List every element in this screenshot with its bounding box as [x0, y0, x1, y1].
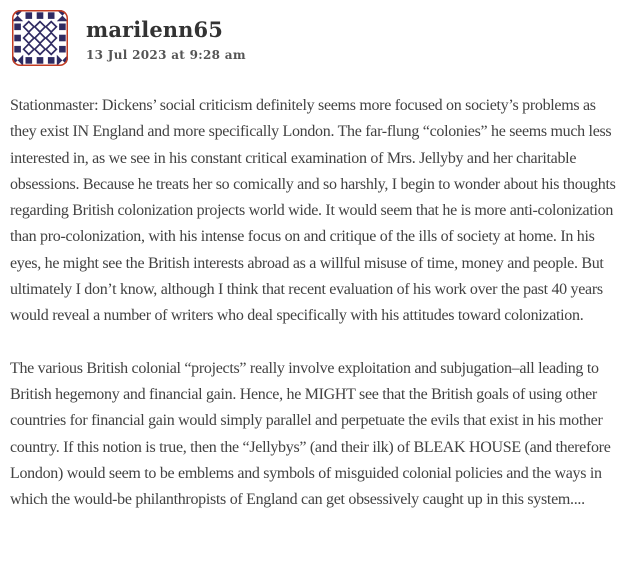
- identicon-avatar-icon: [12, 10, 68, 66]
- comment-timestamp: 13 Jul 2023 at 9:28 am: [86, 48, 246, 63]
- comment-header: [0, 0, 633, 66]
- comment-paragraph-1: Stationmaster: Dickens’ social criticism definitely seems more focused on society’s problems as they exist IN England and more specifically London. The far-flung “colonies” he seems much less interested in, as we see in his constant critical examination of Mrs. Jellyby and her charitable obsessions. Because he treats her so comically and so harshly, I begin to wonder about his thoughts regarding British colonization projects world wide. It would seem that he is more anti-colonization than pro-colonization, with his intense focus on and critique of the ills of society at home. In his eyes, he might see the British interests abroad as a willful misuse of time, money and people. But ultimately I don’t know, although I think that recent evaluation of his work over the past 40 years would reveal a number of writers who deal specifically with his attitudes toward colonization.: [10, 97, 616, 325]
- avatar: [12, 10, 68, 66]
- comment-paragraph-2: The various British colonial “projects” really involve exploitation and subjugation–all leading to British hegemony and financial gain. Hence, he MIGHT see that the British goals of using other countries for financial gain would simply parallel and perpetuate the evils that exist in his mother country. If this notion is true, then the “Jellybys” (and their ilk) of BLEAK HOUSE (and therefore London) would seem to be emblems and symbols of misguided colonial policies and the ways in which the would-be philanthropists of England can get obsessively caught up in this system....: [10, 359, 611, 509]
- author-name: marilenn65: [86, 17, 223, 42]
- comment-body: [0, 93, 633, 513]
- comment-meta: [86, 10, 246, 62]
